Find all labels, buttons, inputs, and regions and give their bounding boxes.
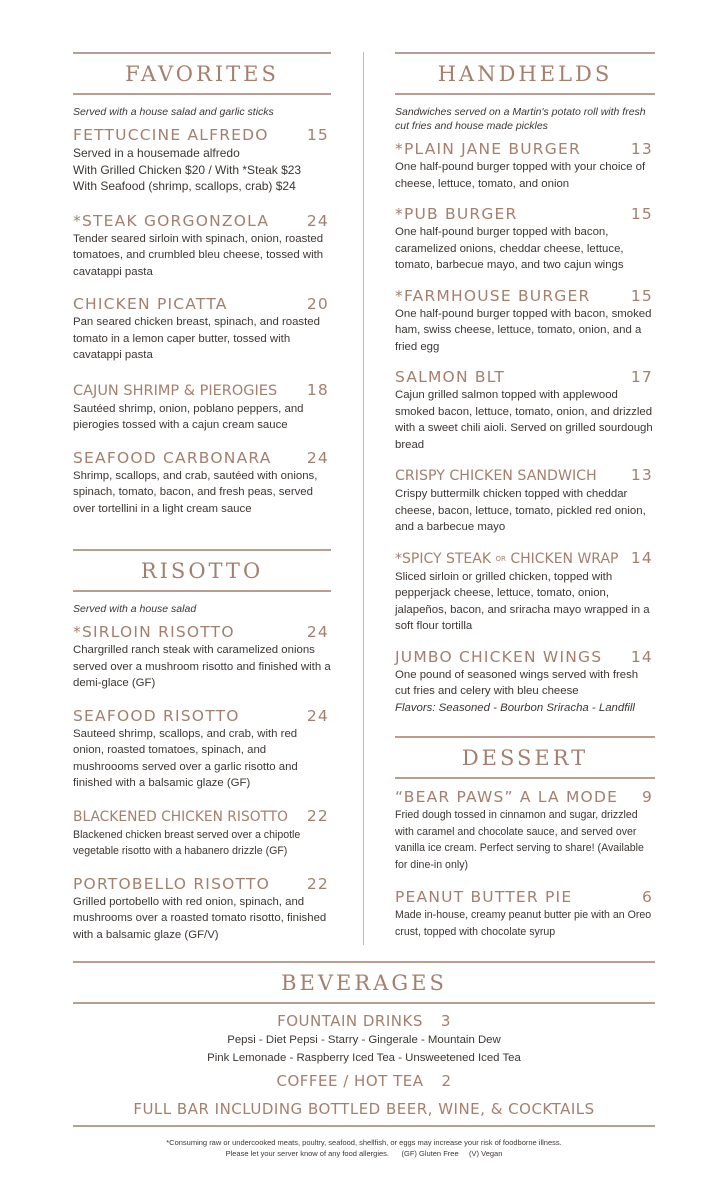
item-desc: Blackened chicken breast served over a chipotle vegetable risotto with a habanero drizzle (GF) bbox=[73, 828, 301, 857]
handhelds-header bbox=[395, 52, 655, 95]
item-name: *SIRLOIN RISOTTO bbox=[73, 623, 235, 641]
item-price: 15 bbox=[306, 126, 329, 144]
item-price: 17 bbox=[630, 368, 653, 386]
item-desc: One pound of seasoned wings served with fresh cut fries and celery with bleu cheese bbox=[395, 668, 639, 697]
item-price: 24 bbox=[306, 211, 329, 230]
menu-item bbox=[395, 139, 655, 192]
risotto-note: Served with a house salad bbox=[73, 603, 197, 615]
item-name-part: CHICKEN WRAP bbox=[510, 550, 619, 567]
menu-item bbox=[395, 887, 655, 940]
item-name: *FARMHOUSE BURGER bbox=[395, 286, 591, 305]
dessert-header bbox=[395, 736, 655, 779]
item-price: 24 bbox=[306, 448, 329, 467]
menu-item bbox=[73, 706, 331, 792]
footnote-line-2: Please let your server know of any food allergies. (GF) Gluten Free (V) Vegan bbox=[225, 1149, 503, 1158]
item-desc: Cajun grilled salmon topped with applewood smoked bacon, lettuce, tomato, onion, and drizzled with a sweet chili aioli. Served on grilled sourdough bread bbox=[395, 389, 653, 451]
menu-item bbox=[73, 622, 331, 692]
item-price: 14 bbox=[630, 647, 653, 666]
fountain-list-1: Pepsi - Diet Pepsi - Starry - Gingerale - Mountain Dew bbox=[227, 1034, 501, 1046]
item-price: 14 bbox=[630, 548, 653, 567]
item-desc: Sautéed shrimp, onion, poblano peppers, and pierogies tossed with a cajun cream sauce bbox=[73, 402, 304, 431]
item-name: *PLAIN JANE BURGER bbox=[395, 140, 581, 158]
item-name: JUMBO CHICKEN WINGS bbox=[395, 647, 603, 666]
menu-item bbox=[73, 211, 331, 281]
item-desc: Fried dough tossed in cinnamon and sugar, drizzled with caramel and chocolate sauce, and served over vanilla ice cream. Perfect serving to share! (Available for dine-in only) bbox=[395, 809, 644, 871]
item-name: CRISPY CHICKEN SANDWICH bbox=[395, 468, 597, 484]
item-desc: Made in-house, creamy peanut butter pie with an Oreo crust, topped with chocolate syrup bbox=[395, 909, 652, 938]
menu-item bbox=[395, 647, 655, 717]
menu-item bbox=[395, 286, 655, 356]
item-name-part: *SPICY STEAK bbox=[395, 550, 492, 567]
beverages-bottom-rule bbox=[73, 1125, 655, 1127]
item-name: *STEAK GORGONZOLA bbox=[73, 211, 270, 230]
beverages-header bbox=[73, 961, 655, 1004]
footnote bbox=[0, 1137, 728, 1159]
item-desc: Crispy buttermilk chicken topped with cheddar cheese, bacon, lettuce, tomato, pickled red onion, and a barbecue mayo bbox=[395, 488, 646, 533]
item-desc: One half-pound burger topped with your choice of cheese, lettuce, tomato, and onion bbox=[395, 161, 646, 190]
menu-item bbox=[73, 294, 331, 364]
fountain-drinks-label: FOUNTAIN DRINKS bbox=[277, 1012, 423, 1030]
menu-item bbox=[73, 380, 331, 434]
item-price: 13 bbox=[630, 466, 653, 484]
column-divider bbox=[363, 52, 364, 945]
item-desc: Pan seared chicken breast, spinach, and roasted tomato in a lemon caper butter, tossed with cavatappi pasta bbox=[73, 316, 320, 361]
item-name-or: OR bbox=[495, 554, 506, 563]
menu-item bbox=[395, 787, 655, 873]
item-desc: Tender seared sirloin with spinach, onion, roasted tomatoes, and crumbled bleu cheese, tossed with cavatappi pasta bbox=[73, 232, 324, 278]
item-name bbox=[395, 549, 619, 569]
favorites-note: Served with a house salad and garlic sticks bbox=[73, 106, 274, 118]
item-desc: Sauteed shrimp, scallops, and crab, with red onion, roasted tomatoes, spinach, and mushroooms served over a garlic risotto and finished with a balsamic glaze (GF) bbox=[73, 727, 298, 789]
item-price: 15 bbox=[630, 286, 653, 305]
item-name: CAJUN SHRIMP & PIEROGIES bbox=[73, 382, 278, 399]
item-name: *PUB BURGER bbox=[395, 205, 518, 223]
item-name: SEAFOOD CARBONARA bbox=[73, 448, 272, 467]
item-desc: Grilled portobello with red onion, spinach, and mushrooms over a roasted tomato risotto, finished with a balsamic glaze (GF/V) bbox=[73, 895, 327, 941]
item-price: 22 bbox=[306, 806, 329, 825]
handhelds-note: Sandwiches served on a Martin's potato roll with fresh cut fries and house made pickles bbox=[395, 106, 646, 132]
menu-item bbox=[73, 874, 331, 944]
item-desc: With Grilled Chicken $20 / With *Steak $23 bbox=[73, 162, 302, 177]
item-price: 20 bbox=[306, 295, 329, 313]
full-bar-line: FULL BAR INCLUDING BOTTLED BEER, WINE, & COCKTAILS bbox=[133, 1100, 595, 1118]
item-name: SALMON BLT bbox=[395, 368, 506, 386]
item-desc: Shrimp, scallops, and crab, sautéed with onions, spinach, tomato, bacon, and fresh peas, served over tortellini in a light cream sauce bbox=[73, 469, 318, 515]
menu-item bbox=[73, 806, 331, 860]
right-column bbox=[395, 52, 655, 940]
item-price: 13 bbox=[630, 140, 653, 158]
beverages-section bbox=[73, 961, 655, 1127]
item-price: 18 bbox=[306, 380, 329, 399]
item-desc: Served in a housemade alfredo bbox=[73, 146, 240, 160]
item-price: 22 bbox=[306, 874, 329, 893]
menu-item bbox=[395, 367, 655, 453]
item-name: SEAFOOD RISOTTO bbox=[73, 706, 240, 725]
item-desc: One half-pound burger topped with bacon, caramelized onions, cheddar cheese, lettuce, tomato, barbecue mayo, and two cajun wings bbox=[395, 226, 624, 271]
item-price: 24 bbox=[306, 623, 329, 641]
item-flavors: Flavors: Seasoned - Bourbon Sriracha - Landfill bbox=[395, 701, 635, 714]
coffee-price: 2 bbox=[441, 1072, 452, 1090]
left-column bbox=[73, 52, 331, 943]
risotto-header bbox=[73, 549, 331, 592]
menu-item bbox=[395, 548, 655, 635]
item-price: 9 bbox=[641, 788, 653, 806]
favorites-header bbox=[73, 52, 331, 95]
item-name: PEANUT BUTTER PIE bbox=[395, 888, 573, 906]
item-desc: Chargrilled ranch steak with caramelized onions served over a mushroom risotto and finished with a demi-glace (GF) bbox=[73, 644, 331, 689]
risotto-title: RISOTTO bbox=[140, 559, 264, 583]
fountain-list-2: Pink Lemonade - Raspberry Iced Tea - Unsweetened Iced Tea bbox=[207, 1052, 521, 1064]
item-price: 15 bbox=[630, 205, 653, 223]
item-desc: One half-pound burger topped with bacon, smoked ham, swiss cheese, lettuce, tomato, onion, and a fried egg bbox=[395, 307, 652, 353]
item-name: FETTUCCINE ALFREDO bbox=[73, 126, 269, 144]
item-desc: With Seafood (shrimp, scallops, crab) $24 bbox=[73, 179, 296, 193]
item-name: PORTOBELLO RISOTTO bbox=[73, 874, 270, 893]
coffee-line bbox=[73, 1071, 655, 1091]
favorites-title: FAVORITES bbox=[125, 62, 279, 86]
dessert-title: DESSERT bbox=[461, 746, 589, 770]
handhelds-title: HANDHELDS bbox=[437, 62, 613, 86]
item-name: “BEAR PAWS” A LA MODE bbox=[395, 788, 619, 806]
menu-item bbox=[395, 204, 655, 274]
item-price: 24 bbox=[306, 706, 329, 725]
item-price: 6 bbox=[641, 888, 653, 906]
coffee-label: COFFEE / HOT TEA bbox=[276, 1072, 424, 1090]
menu-item bbox=[395, 465, 655, 536]
fountain-drinks-price: 3 bbox=[440, 1012, 451, 1030]
item-name: CHICKEN PICATTA bbox=[73, 295, 228, 313]
fountain-drinks-line bbox=[73, 1011, 655, 1031]
item-desc: Sliced sirloin or grilled chicken, topped with pepperjack cheese, lettuce, tomato, onion, jalapeños, bacon, and sriracha mayo wrapped in a soft flour tortilla bbox=[395, 570, 650, 632]
menu-item bbox=[73, 448, 331, 518]
menu-item bbox=[73, 125, 331, 195]
footnote-line-1: *Consuming raw or undercooked meats, poultry, seafood, shellfish, or eggs may increase your risk of foodborne illness. bbox=[166, 1138, 562, 1147]
item-name: BLACKENED CHICKEN RISOTTO bbox=[73, 808, 289, 825]
beverages-title: BEVERAGES bbox=[281, 971, 447, 995]
